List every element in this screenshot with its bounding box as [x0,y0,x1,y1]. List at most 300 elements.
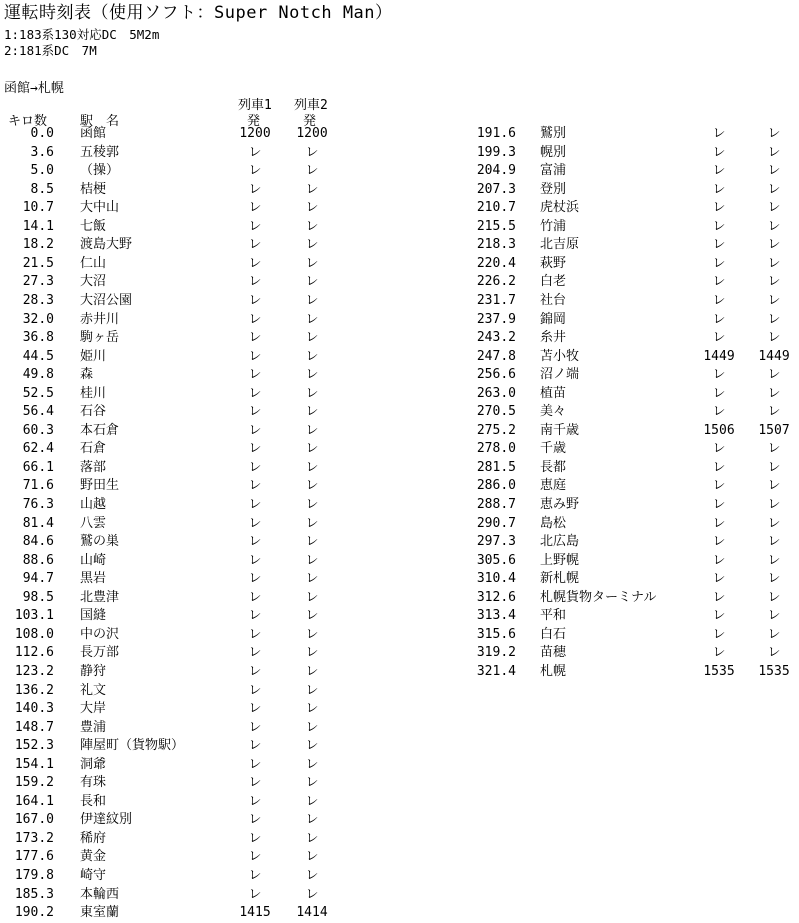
train1-time: レ [248,348,262,364]
station-name: 石倉 [80,441,107,457]
train2-time: レ [305,738,319,754]
train2-time: レ [767,459,781,475]
km-cell: 56.4 [22,404,54,420]
km-cell: 18.2 [22,237,54,253]
station-name: 札幌 [540,663,567,679]
train2-time: レ [305,571,319,587]
km-cell: 94.7 [22,571,54,587]
train1-time: レ [248,701,262,717]
station-name: 苗穂 [540,645,567,661]
station-name: 鷲の巣 [80,534,120,550]
train1-time: レ [248,571,262,587]
train2-time: 1200 [296,126,328,141]
km-cell: 21.5 [22,255,54,271]
station-name: 石谷 [80,404,107,420]
km-cell: 10.7 [22,200,54,216]
station-name: 白老 [540,274,567,290]
station-name: 桂川 [80,385,107,401]
train1-time: レ [248,756,262,772]
train1-time: レ [248,515,262,531]
station-name: 仁山 [80,255,107,271]
km-cell: 210.7 [476,200,516,216]
train2-time: レ [305,163,319,179]
train2-time: 1507 [758,422,790,438]
station-name: 東室蘭 [80,905,120,921]
train1-time: 1506 [703,422,735,438]
km-cell: 60.3 [22,422,54,438]
km-cell: 281.5 [476,459,516,475]
train1-time: レ [712,218,726,234]
train1-time: レ [248,682,262,698]
train1-time: レ [712,645,726,661]
train2-time: レ [767,144,781,160]
train2-time: レ [305,886,319,902]
train2-time: レ [767,385,781,401]
train1-time: レ [712,237,726,253]
train2-time: レ [767,441,781,457]
train2-time: レ [305,719,319,735]
train1-time: レ [248,663,262,679]
train1-time: レ [248,589,262,605]
station-name: 陣屋町（貨物駅） [80,738,185,754]
km-cell: 315.6 [476,626,516,642]
train-note-1: 1:183系130対応DC 5M2m [4,27,160,42]
train2-time: レ [767,404,781,420]
km-cell: 275.2 [476,422,516,438]
km-cell: 32.0 [22,311,54,327]
km-cell: 167.0 [14,812,54,828]
train1-time: レ [248,738,262,754]
km-cell: 231.7 [476,292,516,308]
train2-time: レ [767,163,781,179]
station-name: 有珠 [80,775,107,791]
train1-time: レ [248,608,262,624]
train-note-2: 2:181系DC 7M [4,43,97,58]
train2-time: レ [305,608,319,624]
train2-time: レ [305,237,319,253]
train2-time: レ [305,292,319,308]
station-name: 桔梗 [80,181,107,197]
train2-time: レ [767,645,781,661]
train1-time: レ [248,497,262,512]
km-cell: 288.7 [476,497,516,512]
train1-time: レ [712,385,726,401]
km-cell: 270.5 [476,404,516,420]
train1-time: レ [248,868,262,883]
train1-time: レ [712,311,726,327]
km-cell: 3.6 [30,144,54,160]
station-name: 萩野 [540,255,567,271]
station-name: 沼ノ端 [540,367,580,383]
km-cell: 49.8 [22,367,54,383]
train2-time: レ [305,663,319,679]
km-cell: 36.8 [22,330,54,346]
km-cell: 98.5 [22,589,54,605]
train1-time: レ [712,571,726,587]
station-name: 洞爺 [80,756,107,772]
km-cell: 220.4 [476,255,516,271]
train1-time: レ [248,237,262,253]
train1-time: レ [248,292,262,308]
km-cell: 66.1 [22,459,54,475]
train1-time: レ [712,441,726,457]
train1-time: レ [712,144,726,160]
train1-dep-header: 発 [247,114,261,129]
km-cell: 76.3 [22,497,54,512]
train2-time: レ [767,478,781,494]
train2-time: レ [305,404,319,420]
station-name: 美々 [540,404,567,420]
km-cell: 148.7 [14,719,54,735]
km-cell: 226.2 [476,274,516,290]
station-name: 上野幌 [540,552,580,568]
station-name: 大沼 [80,274,107,290]
train1-time: レ [248,274,262,290]
station-name: 白石 [540,626,567,642]
km-cell: 71.6 [22,478,54,494]
train1-time: レ [248,163,262,179]
station-name: 鷲別 [540,126,567,141]
station-name: 社台 [540,292,567,308]
station-name: （操） [80,163,120,179]
station-name: 八雲 [80,515,107,531]
km-cell: 263.0 [476,385,516,401]
km-cell: 199.3 [476,144,516,160]
km-cell: 62.4 [22,441,54,457]
station-name: 大中山 [80,200,120,216]
km-cell: 0.0 [30,126,54,141]
train1-time: レ [248,645,262,661]
km-cell: 44.5 [22,348,54,364]
train1-time: レ [712,478,726,494]
station-name: 姫川 [80,348,107,364]
km-cell: 218.3 [476,237,516,253]
train1-time: レ [248,330,262,346]
train1-time: レ [248,144,262,160]
train1-time: レ [248,404,262,420]
train2-time: レ [305,330,319,346]
km-cell: 164.1 [14,793,54,809]
train1-time: レ [248,385,262,401]
station-name: 七飯 [80,218,107,234]
train2-time: レ [305,348,319,364]
train1-time: レ [248,552,262,568]
train1-time: レ [712,255,726,271]
km-cell: 215.5 [476,218,516,234]
train2-time: レ [767,626,781,642]
station-name: 静狩 [80,663,107,679]
train1-time: レ [712,292,726,308]
train2-time: 1535 [758,663,790,679]
km-cell: 243.2 [476,330,516,346]
train2-time: レ [305,181,319,197]
km-cell: 237.9 [476,311,516,327]
train2-time: レ [767,218,781,234]
train2-time: レ [767,571,781,587]
train2-time: レ [305,441,319,457]
train2-time: レ [305,497,319,512]
km-cell: 310.4 [476,571,516,587]
station-name: 本輪西 [80,886,120,902]
train2-time: レ [305,701,319,717]
train2-time: レ [767,237,781,253]
train2-time: レ [305,812,319,828]
train1-time: レ [248,200,262,216]
station-name: 渡島大野 [80,237,133,253]
train1-time: レ [712,589,726,605]
km-cell: 204.9 [476,163,516,179]
train2-time: レ [305,589,319,605]
train2-time: レ [305,200,319,216]
train2-time: レ [767,255,781,271]
train1-time: レ [712,181,726,197]
train1-time: レ [712,608,726,624]
train1-time: レ [248,459,262,475]
train2-time: 1414 [296,905,328,921]
train2-time: レ [305,626,319,642]
train1-time: レ [248,181,262,197]
km-cell: 140.3 [14,701,54,717]
km-cell: 52.5 [22,385,54,401]
station-name: 北広島 [540,534,580,550]
station-name: 豊浦 [80,719,107,735]
km-cell: 286.0 [476,478,516,494]
station-name: 北吉原 [540,237,580,253]
train2-time: レ [305,422,319,438]
train1-time: レ [248,534,262,550]
train2-time: レ [767,330,781,346]
km-cell: 108.0 [14,626,54,642]
station-name: 竹浦 [540,218,567,234]
train1-time: 1200 [239,126,271,141]
station-name: 富浦 [540,163,567,179]
km-cell: 159.2 [14,775,54,791]
km-cell: 190.2 [14,905,54,921]
km-cell: 191.6 [476,126,516,141]
train1-time: レ [248,255,262,271]
km-cell: 81.4 [22,515,54,531]
km-cell: 103.1 [14,608,54,624]
station-name: 山越 [80,497,107,512]
train1-time: 1415 [239,905,271,921]
km-cell: 247.8 [476,348,516,364]
train1-time: レ [712,126,726,141]
train1-time: レ [712,367,726,383]
km-cell: 290.7 [476,515,516,531]
train1-time: レ [712,497,726,512]
train1-time: レ [248,775,262,791]
train1-time: レ [248,793,262,809]
train1-time: レ [712,534,726,550]
km-cell: 297.3 [476,534,516,550]
station-name: 中の沢 [80,626,120,642]
station-name: 北豊津 [80,589,120,605]
station-name: 札幌貨物ターミナル [540,589,657,605]
km-cell: 14.1 [22,218,54,234]
train2-time: レ [767,534,781,550]
train2-time: レ [767,497,781,512]
station-name: 長都 [540,459,567,475]
station-name: 島松 [540,515,567,531]
station-name: 千歳 [540,441,567,457]
train1-time: レ [712,515,726,531]
train1-time: 1535 [703,663,735,679]
station-name: 崎守 [80,868,107,883]
station-name: 黄金 [80,849,107,865]
station-name: 虎杖浜 [540,200,580,216]
km-cell: 28.3 [22,292,54,308]
train1-time: レ [248,719,262,735]
station-name: 本石倉 [80,422,120,438]
station-name: 大沼公園 [80,292,133,308]
station-name: 長万部 [80,645,120,661]
train2-time: 1449 [758,348,790,364]
train2-time: レ [767,200,781,216]
train2-time: レ [767,181,781,197]
km-cell: 319.2 [476,645,516,661]
station-name: 伊達紋別 [80,812,133,828]
km-cell: 305.6 [476,552,516,568]
station-name: 恵み野 [540,497,580,512]
train1-time: レ [248,478,262,494]
page-title: 運転時刻表（使用ソフト：Super Notch Man） [4,3,393,23]
train2-time: レ [305,552,319,568]
km-cell: 313.4 [476,608,516,624]
station-name: 礼文 [80,682,107,698]
station-name: 函館 [80,126,107,141]
station-name: 新札幌 [540,571,580,587]
train2-time: レ [767,589,781,605]
train1-time: 1449 [703,348,735,364]
km-cell: 154.1 [14,756,54,772]
station-name: 恵庭 [540,478,567,494]
train1-time: レ [248,812,262,828]
station-name: 稀府 [80,830,107,846]
station-name: 植苗 [540,385,567,401]
station-name: 国縫 [80,608,107,624]
train2-time: レ [767,311,781,327]
km-cell: 152.3 [14,738,54,754]
train1-time: レ [248,886,262,902]
train1-time: レ [248,626,262,642]
km-cell: 177.6 [14,849,54,865]
train1-time: レ [248,311,262,327]
km-header: キロ数 [8,114,48,129]
train2-time: レ [305,515,319,531]
train1-time: レ [248,422,262,438]
train1-time: レ [712,274,726,290]
train2-time: レ [305,868,319,883]
km-cell: 312.6 [476,589,516,605]
direction-label: 函館→札幌 [4,81,64,96]
station-header: 駅 名 [80,114,120,129]
train1-time: レ [712,200,726,216]
train1-time: レ [248,830,262,846]
km-cell: 173.2 [14,830,54,846]
km-cell: 256.6 [476,367,516,383]
train2-time: レ [767,552,781,568]
station-name: 五稜郭 [80,144,120,160]
train1-time: レ [712,163,726,179]
km-cell: 321.4 [476,663,516,679]
train2-time: レ [767,367,781,383]
station-name: 野田生 [80,478,120,494]
km-cell: 88.6 [22,552,54,568]
station-name: 平和 [540,608,567,624]
train2-time: レ [305,385,319,401]
train2-time: レ [305,144,319,160]
km-cell: 27.3 [22,274,54,290]
train2-time: レ [305,682,319,698]
station-name: 赤井川 [80,311,120,327]
train2-time: レ [767,292,781,308]
train2-header: 列車2 [294,98,328,113]
km-cell: 112.6 [14,645,54,661]
station-name: 南千歳 [540,422,580,438]
train1-time: レ [248,849,262,865]
train2-dep-header: 発 [303,114,317,129]
train1-time: レ [712,552,726,568]
train2-time: レ [305,849,319,865]
train2-time: レ [767,274,781,290]
train1-time: レ [248,218,262,234]
station-name: 大岸 [80,701,107,717]
train2-time: レ [305,534,319,550]
train2-time: レ [305,255,319,271]
station-name: 錦岡 [540,311,567,327]
train2-time: レ [305,459,319,475]
train2-time: レ [305,274,319,290]
station-name: 幌別 [540,144,567,160]
station-name: 黒岩 [80,571,107,587]
train2-time: レ [305,218,319,234]
station-name: 山崎 [80,552,107,568]
train2-time: レ [305,478,319,494]
station-name: 苫小牧 [540,348,580,364]
km-cell: 8.5 [30,181,54,197]
train1-time: レ [712,459,726,475]
train2-time: レ [767,126,781,141]
train2-time: レ [305,311,319,327]
train1-time: レ [712,626,726,642]
station-name: 森 [80,367,94,383]
km-cell: 185.3 [14,886,54,902]
train2-time: レ [767,608,781,624]
train2-time: レ [767,515,781,531]
train2-time: レ [305,756,319,772]
km-cell: 136.2 [14,682,54,698]
km-cell: 84.6 [22,534,54,550]
km-cell: 5.0 [30,163,54,179]
station-name: 登別 [540,181,567,197]
train1-header: 列車1 [238,98,272,113]
station-name: 落部 [80,459,107,475]
km-cell: 179.8 [14,868,54,883]
train1-time: レ [248,441,262,457]
train1-time: レ [712,404,726,420]
train2-time: レ [305,367,319,383]
km-cell: 207.3 [476,181,516,197]
station-name: 糸井 [540,330,567,346]
train1-time: レ [248,367,262,383]
train2-time: レ [305,793,319,809]
train2-time: レ [305,775,319,791]
station-name: 駒ヶ岳 [80,330,120,346]
km-cell: 123.2 [14,663,54,679]
train2-time: レ [305,645,319,661]
km-cell: 278.0 [476,441,516,457]
train1-time: レ [712,330,726,346]
